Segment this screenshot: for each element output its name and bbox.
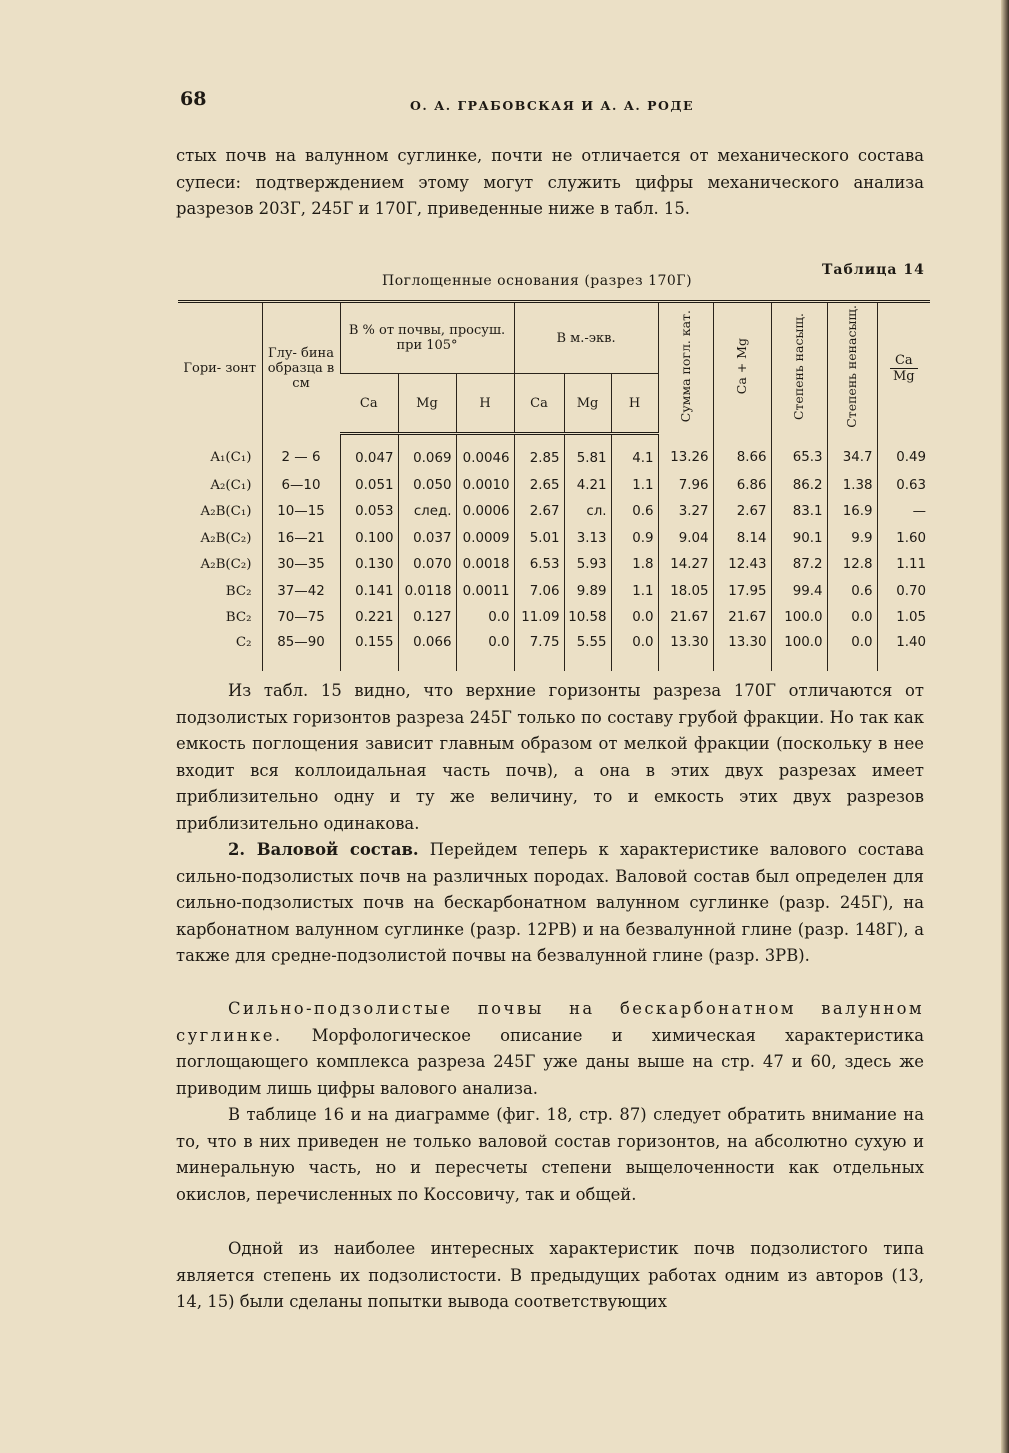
cell-camg: 6.86	[713, 472, 771, 499]
cell-h-pct: 0.0011	[456, 578, 514, 605]
cell-mg-meq: 3.13	[564, 525, 611, 552]
cell-h-meq: 4.1	[611, 434, 658, 472]
cell-sum: 13.26	[658, 434, 713, 472]
table-row	[178, 498, 930, 525]
cell-ca-pct: 0.141	[340, 578, 398, 605]
cell-ratio: 1.11	[877, 551, 930, 578]
cell-depth: 16—21	[262, 525, 340, 552]
cell-camg: 8.14	[713, 525, 771, 552]
header-ca-pct: Ca	[340, 374, 398, 434]
table-header-row	[178, 302, 930, 374]
cell-mg-pct: 0.0118	[398, 578, 456, 605]
cell-ratio: 1.05	[877, 604, 930, 631]
section-heading-bulk-composition: 2. Валовой состав.	[228, 840, 419, 859]
cell-camg: 17.95	[713, 578, 771, 605]
cell-horizon: A₂B(C₂)	[200, 557, 252, 573]
header-saturation-text: Степень насыщ.	[791, 312, 807, 420]
cell-sum: 13.30	[658, 631, 713, 671]
cell-h-meq: 1.1	[611, 472, 658, 499]
cell-ratio: 0.63	[877, 472, 930, 499]
cell-camg: 12.43	[713, 551, 771, 578]
cell-sat: 86.2	[771, 472, 827, 499]
cell-ca-pct: 0.155	[340, 631, 398, 671]
paragraph-bulk-composition	[176, 837, 924, 970]
cell-mg-meq: 5.81	[564, 434, 611, 472]
cell-depth: 2 — 6	[262, 434, 340, 472]
cell-mg-meq: 9.89	[564, 578, 611, 605]
table-row	[178, 525, 930, 552]
cell-camg: 21.67	[713, 604, 771, 631]
table-row	[178, 631, 930, 671]
cell-mg-pct: 0.127	[398, 604, 456, 631]
cell-depth: 37—42	[262, 578, 340, 605]
table-row	[178, 604, 930, 631]
cell-unsat: 16.9	[827, 498, 877, 525]
paragraph-podzolization: Одной из наиболее интересных характеристик почв подзолистого типа является степень их подзолистости. В предыдущих работах одним из авторов (13, 14, 15) были сделаны попытки вывода соответствующих	[176, 1239, 924, 1311]
header-sum-text: Сумма погл. кат.	[677, 310, 693, 423]
ratio-numerator: Ca	[890, 353, 918, 369]
paragraph-strongly-podzolic-text: Морфологическое описание и химическая характеристика поглощающего комплекса разреза 245Г уже даны выше на стр. 47 и 60, здесь же приводим лишь цифры валового анализа.	[176, 1025, 924, 1098]
cell-h-meq: 0.9	[611, 525, 658, 552]
header-mg-pct: Mg	[398, 374, 456, 434]
cell-sat: 65.3	[771, 434, 827, 472]
header-horizon: Гори- зонт	[178, 302, 262, 434]
cell-mg-pct: 0.050	[398, 472, 456, 499]
table-row	[178, 578, 930, 605]
paragraph-table16: В таблице 16 и на диаграмме (фиг. 18, стр. 87) следует обратить внимание на то, что в них приведен не только валовой состав горизонтов, на абсолютно сухую и минеральную часть, но и пересчеты степени выщелоченности как отдельных окислов, перечисленных по Коссовичу, так и общей.	[176, 1105, 924, 1204]
cell-sat: 99.4	[771, 578, 827, 605]
ratio-fraction	[890, 353, 918, 384]
cell-h-meq: 0.0	[611, 631, 658, 671]
cell-sum: 7.96	[658, 472, 713, 499]
cell-h-pct: 0.0	[456, 631, 514, 671]
cell-unsat: 12.8	[827, 551, 877, 578]
cell-camg: 8.66	[713, 434, 771, 472]
cell-mg-pct: след.	[398, 498, 456, 525]
cell-h-pct: 0.0018	[456, 551, 514, 578]
cell-ca-pct: 0.130	[340, 551, 398, 578]
cell-h-meq: 0.0	[611, 604, 658, 631]
cell-sat: 90.1	[771, 525, 827, 552]
cell-h-meq: 1.1	[611, 578, 658, 605]
page-edge	[1001, 0, 1009, 1453]
header-ca-mg	[713, 302, 771, 434]
page-number: 68	[180, 88, 207, 110]
header-unsaturation	[827, 302, 877, 434]
cell-unsat: 1.38	[827, 472, 877, 499]
cell-ca-meq: 5.01	[514, 525, 564, 552]
cell-horizon: BC₂	[225, 583, 252, 599]
cell-horizon: C₂	[235, 634, 252, 650]
table-row	[178, 551, 930, 578]
paragraph-strongly-podzolic	[176, 996, 924, 1102]
table-row	[178, 472, 930, 499]
cell-h-pct: 0.0009	[456, 525, 514, 552]
cell-ca-pct: 0.221	[340, 604, 398, 631]
cell-ca-pct: 0.053	[340, 498, 398, 525]
cell-horizon: A₁(C₁)	[210, 450, 252, 466]
cell-h-meq: 0.6	[611, 498, 658, 525]
header-ca-mg-text: Ca + Mg	[734, 338, 750, 395]
cell-depth: 85—90	[262, 631, 340, 671]
cell-ca-meq: 11.09	[514, 604, 564, 631]
header-percent-group: В % от почвы, просуш. при 105°	[340, 302, 514, 374]
cell-depth: 6—10	[262, 472, 340, 499]
header-ca-meq: Ca	[514, 374, 564, 434]
cell-h-pct: 0.0010	[456, 472, 514, 499]
cell-h-pct: 0.0	[456, 604, 514, 631]
cell-mg-meq: 10.58	[564, 604, 611, 631]
header-depth: Глу- бина образца в см	[262, 302, 340, 434]
cell-unsat: 0.6	[827, 578, 877, 605]
header-h-meq: H	[611, 374, 658, 434]
cell-sum: 3.27	[658, 498, 713, 525]
cell-ca-pct: 0.100	[340, 525, 398, 552]
cell-ca-meq: 7.75	[514, 631, 564, 671]
cell-sum: 18.05	[658, 578, 713, 605]
cell-ca-pct: 0.051	[340, 472, 398, 499]
header-meq-group: В м.-экв.	[514, 302, 658, 374]
cell-sat: 87.2	[771, 551, 827, 578]
cell-unsat: 0.0	[827, 604, 877, 631]
page-header	[180, 88, 940, 120]
ratio-denominator: Mg	[892, 368, 915, 384]
cell-sum: 9.04	[658, 525, 713, 552]
absorbed-bases-table	[178, 300, 930, 671]
cell-mg-pct: 0.069	[398, 434, 456, 472]
cell-ca-meq: 6.53	[514, 551, 564, 578]
cell-mg-pct: 0.070	[398, 551, 456, 578]
subheading-strongly-podzolic: Сильно-подзолистые почвы на бескарбонатном валунном суглинке.	[176, 999, 924, 1045]
table-row	[178, 434, 930, 472]
cell-ca-meq: 2.67	[514, 498, 564, 525]
cell-h-meq: 1.8	[611, 551, 658, 578]
paragraph-table-discussion: Из табл. 15 видно, что верхние горизонты разреза 170Г отличаются от подзолистых горизонтов разреза 245Г только по составу грубой фракции. Но так как емкость поглощения зависит главным образом от мелкой фракции (поскольку в нее входит вся коллоидальная часть почв), а она в этих двух разрезах имеет приблизительно одну и ту же величину, то и емкость этих двух разрезов приблизительно одинакова.	[176, 681, 924, 833]
cell-sum: 14.27	[658, 551, 713, 578]
header-saturation	[771, 302, 827, 434]
header-h-pct: H	[456, 374, 514, 434]
cell-ca-meq: 7.06	[514, 578, 564, 605]
cell-ratio: 1.60	[877, 525, 930, 552]
cell-sum: 21.67	[658, 604, 713, 631]
header-sum	[658, 302, 713, 434]
cell-horizon: A₂B(C₂)	[200, 530, 252, 546]
cell-mg-meq: 5.93	[564, 551, 611, 578]
cell-horizon: A₂B(C₁)	[200, 504, 252, 520]
header-mg-meq: Mg	[564, 374, 611, 434]
header-unsaturation-text: Степень ненасыщ.	[844, 305, 860, 428]
cell-ratio: —	[877, 498, 930, 525]
cell-mg-meq: 4.21	[564, 472, 611, 499]
paragraph-bulk-composition-text: Перейдем теперь к характеристике валового состава сильно-подзолистых почв на различных породах. Валовой состав был определен для сильно-подзолистых почв на бескарбонатном валунном суглинке (разр. 245Г), на карбонатном валунном суглинке (разр. 12РВ) и на безвалунной глине (разр. 148Г), а также для средне-подзолистой почвы на безвалунной глине (разр. 3РВ).	[176, 840, 924, 965]
cell-ca-meq: 2.65	[514, 472, 564, 499]
table-body	[178, 434, 930, 671]
header-ratio	[877, 302, 930, 434]
cell-ca-pct: 0.047	[340, 434, 398, 472]
cell-mg-pct: 0.066	[398, 631, 456, 671]
intro-paragraph: стых почв на валунном суглинке, почти не отличается от механического состава супеси: подтверждением этому могут служить цифры механического анализа разрезов 203Г, 245Г и 170Г, приведенные ниже в табл. 15.	[176, 146, 924, 218]
cell-camg: 2.67	[713, 498, 771, 525]
running-head: О. А. ГРАБОВСКАЯ И А. А. РОДЕ	[410, 98, 695, 113]
cell-sat: 100.0	[771, 604, 827, 631]
cell-ratio: 1.40	[877, 631, 930, 671]
cell-h-pct: 0.0006	[456, 498, 514, 525]
cell-depth: 30—35	[262, 551, 340, 578]
cell-camg: 13.30	[713, 631, 771, 671]
cell-mg-meq: 5.55	[564, 631, 611, 671]
cell-sat: 83.1	[771, 498, 827, 525]
cell-unsat: 0.0	[827, 631, 877, 671]
cell-depth: 10—15	[262, 498, 340, 525]
cell-horizon: A₂(C₁)	[210, 477, 252, 493]
cell-unsat: 34.7	[827, 434, 877, 472]
table-label: Таблица 14	[822, 262, 925, 278]
cell-depth: 70—75	[262, 604, 340, 631]
cell-h-pct: 0.0046	[456, 434, 514, 472]
cell-ratio: 0.49	[877, 434, 930, 472]
cell-sat: 100.0	[771, 631, 827, 671]
cell-horizon: BC₂	[225, 610, 252, 626]
cell-unsat: 9.9	[827, 525, 877, 552]
cell-mg-pct: 0.037	[398, 525, 456, 552]
cell-ratio: 0.70	[877, 578, 930, 605]
cell-ca-meq: 2.85	[514, 434, 564, 472]
table-title: Поглощенные основания (разрез 170Г)	[382, 273, 693, 289]
cell-mg-meq: сл.	[564, 498, 611, 525]
